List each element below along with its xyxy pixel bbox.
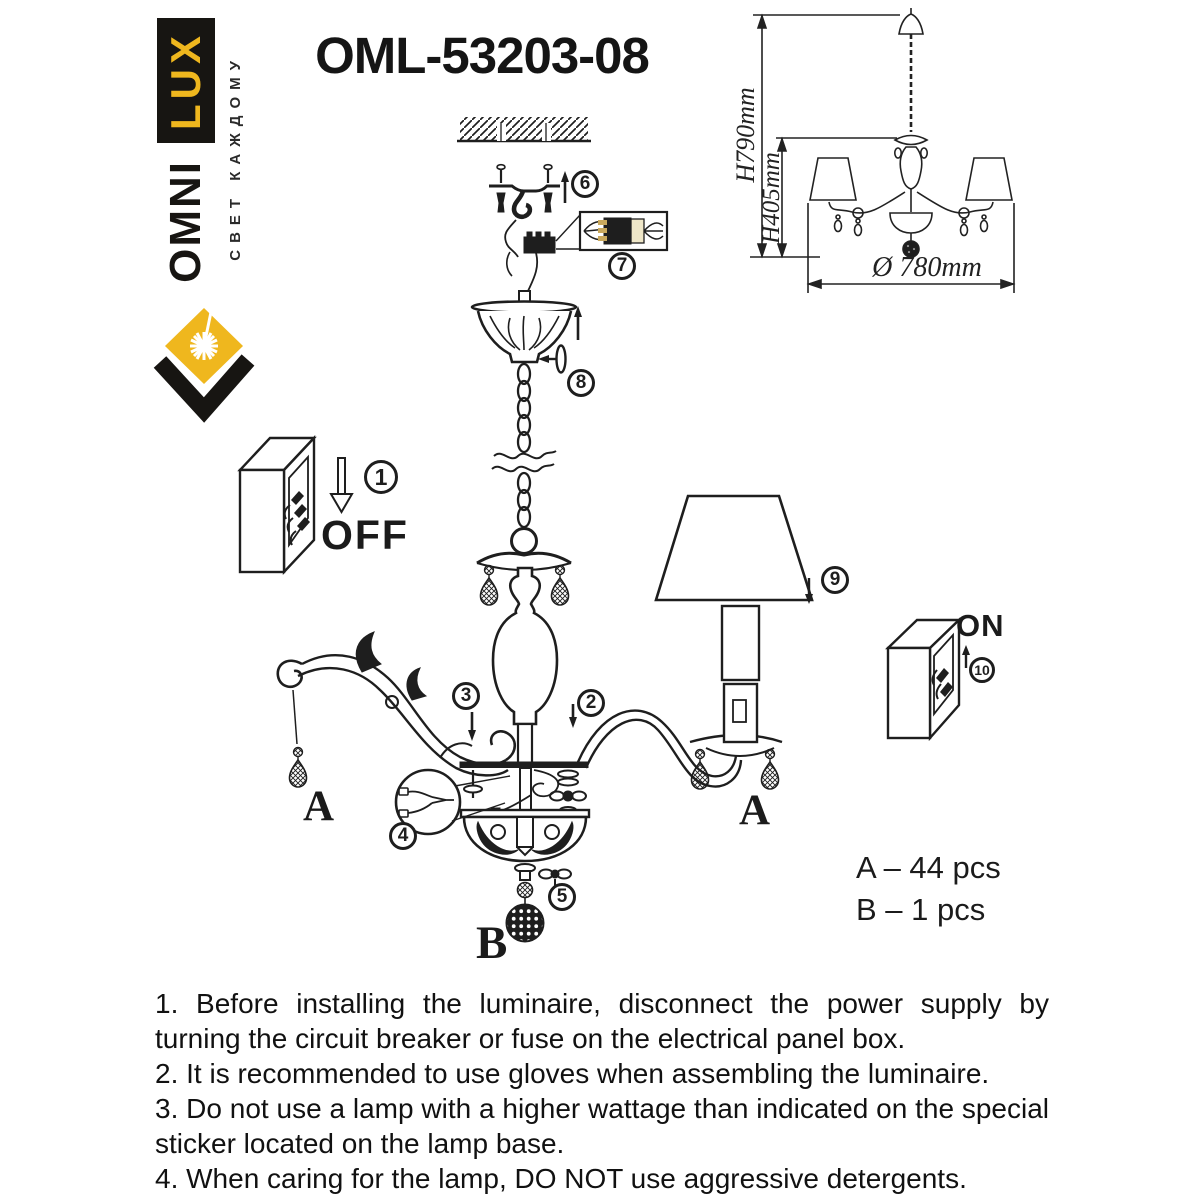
dim-diameter: Ø 780mm [872,252,982,283]
instruction-2: 2. It is recommended to use gloves when assembling the luminaire. [155,1058,990,1089]
step-marker-7: 7 [608,252,636,280]
ceiling-hatch [457,117,591,141]
step-marker-10: 10 [969,657,995,683]
instructions [155,986,1049,1196]
step-marker-2: 2 [577,689,605,717]
switch-off-label: OFF [321,512,409,558]
step-marker-9: 9 [821,566,849,594]
crystal-a-label-left: A [303,783,335,830]
instruction-4: 4. When caring for the lamp, DO NOT use aggressive detergents. [155,1163,967,1194]
brand-logo-lux: LUX [162,31,209,130]
instruction-3: 3. Do not use a lamp with a higher wattage than indicated on the special sticker located on the lamp base. [155,1093,1049,1159]
brand-tagline: СВЕТ КАЖДОМУ [226,53,244,261]
overview-chandelier [750,8,1014,293]
step-marker-5: 5 [548,883,576,911]
crystal-b-label: B [476,917,508,969]
canopy [472,291,582,373]
step-marker-4: 4 [389,822,417,850]
parts-count-b: B – 1 pcs [856,892,986,927]
wiring-inset [556,212,667,250]
step-marker-8: 8 [567,369,595,397]
step-marker-6: 6 [571,170,599,198]
instruction-1: 1. Before installing the luminaire, disconnect the power supply by turning the circuit breaker or fuse on the electrical panel box. [155,988,1049,1054]
lampshade [656,496,813,604]
dim-height-total: H790mm [731,87,760,183]
crystal-a-label-right: A [739,787,771,834]
brand-logo-omni: OMNI [161,159,210,283]
bottom-bowl [461,810,589,861]
terminal-block [505,220,555,291]
parts-count-a: A – 44 pcs [856,850,1001,885]
switch-on-label: ON [956,608,1005,643]
step-marker-1: 1 [364,460,398,494]
model-number-title: OML-53203-08 [315,27,649,84]
left-arm [278,632,515,787]
mounting-bracket-hook [489,165,569,217]
candle-sleeve [722,606,759,742]
step-marker-3: 3 [452,682,480,710]
dim-height-body: H405mm [758,152,785,244]
chain [492,364,556,554]
